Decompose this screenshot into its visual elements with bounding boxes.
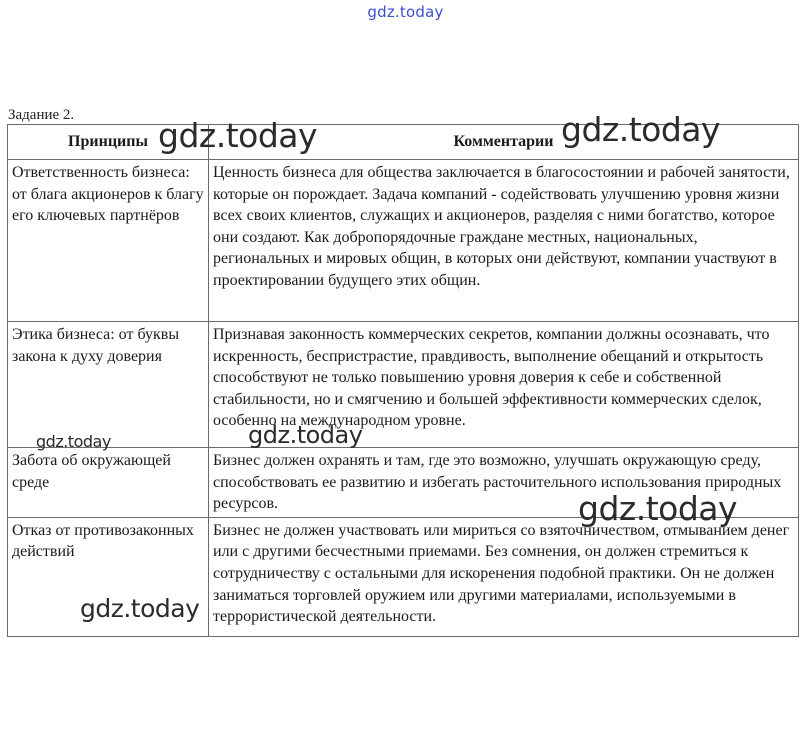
principles-table <box>7 124 799 637</box>
header-principles: Принципы <box>8 125 209 160</box>
table-row <box>8 322 799 448</box>
watermark: gdz.today <box>80 594 200 623</box>
watermark: gdz.today <box>158 116 318 155</box>
watermark: gdz.today <box>248 421 363 449</box>
comment-cell: Ценность бизнеса для общества заключается в благосостоянии и рабочей занятости, которые он порождает. Задача компаний - содействовать улучшению уровня жизни всех своих клиентов, служащих и акционеров, разделяя с ними богатство, которое они создают. Как добропорядочные граждане местных, национальных, региональных и мировых общин, в которых они действуют, компании участвуют в проектировании будущего этих общин. <box>209 160 799 322</box>
comment-cell: Бизнес должен охранять и там, где это возможно, улучшать окружающую среду, способствовать ее развитию и избегать расточительного использования природных ресурсов. <box>209 448 799 518</box>
principle-cell: Ответственность бизнеса: от блага акционеров к благу его ключевых партнёров <box>8 160 209 322</box>
table-header-row <box>8 125 799 160</box>
watermark: gdz.today <box>578 489 738 528</box>
table-row <box>8 517 799 636</box>
table-row <box>8 448 799 518</box>
table-row <box>8 160 799 322</box>
watermark: gdz.today <box>36 432 111 451</box>
principle-cell: Отказ от противозаконных действий <box>8 517 209 636</box>
comment-cell: Бизнес не должен участвовать или мириться со взяточничеством, отмыванием денег или с другими бесчестными приемами. Без сомнения, он должен стремиться к сотрудничеству с остальными для искоренения подобной практики. Он не должен заниматься торговлей оружием или другими материалами, используемыми в террористической деятельности. <box>209 517 799 636</box>
principle-cell: Забота об окружающей среде <box>8 448 209 518</box>
task-title: Задание 2. <box>8 107 75 123</box>
watermark: gdz.today <box>561 110 721 149</box>
principle-cell: Этика бизнеса: от буквы закона к духу доверия <box>8 322 209 448</box>
comment-cell: Признавая законность коммерческих секретов, компании должны осознавать, что искренность, беспристрастие, правдивость, выполнение обещаний и открытость способствуют не только повышению уровня доверия к себе и собственной стабильности, но и смягчению и большей эффективности коммерческих сделок, особенно на международном уровне. <box>209 322 799 448</box>
top-watermark: gdz.today <box>367 3 444 21</box>
header-comments: Комментарии <box>209 125 799 160</box>
